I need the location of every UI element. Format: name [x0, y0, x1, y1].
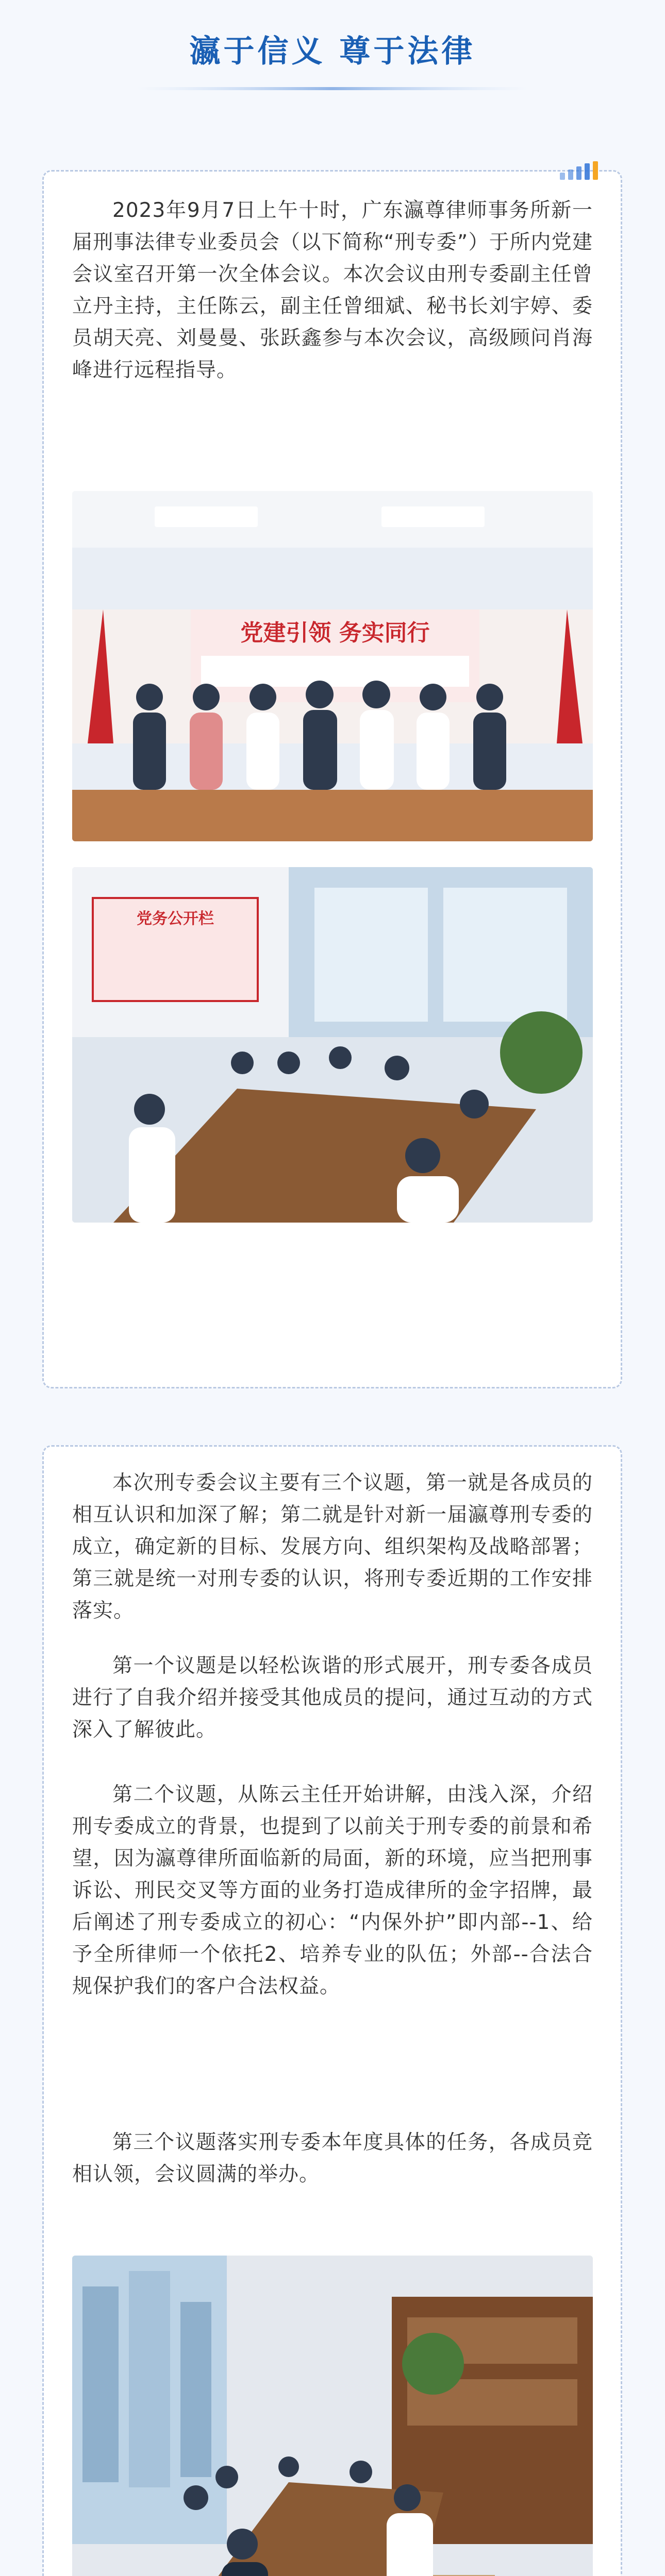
svg-text:党务公开栏: 党务公开栏 [137, 910, 214, 928]
topic-one-paragraph: 第一个议题是以轻松诙谐的形式展开，刑专委各成员进行了自我介绍并接受其他成员的提问，通过互动的方式深入了解彼此。 [72, 1654, 593, 1741]
page-title: 瀛于信义 尊于法律 [189, 33, 476, 70]
group-photo [72, 491, 593, 841]
agenda-paragraph: 本次刑专委会议主要有三个议题，第一就是各成员的相互认识和加深了解；第二就是针对新一届瀛尊刑专委的成立，确定新的目标、发展方向、组织架构及战略部署；第三就是统一对刑专委的认识，将刑专委近期的工作安排落实。 [72, 1471, 593, 1622]
section-card-1 [42, 170, 622, 1388]
meeting-photo [72, 867, 593, 1223]
meeting-room-photo [72, 2256, 593, 2576]
svg-text:党建引领 务实同行: 党建引领 务实同行 [240, 620, 430, 646]
section-card-2 [42, 1445, 622, 2576]
topic-three-paragraph: 第三个议题落实刑专委本年度具体的任务，各成员竞相认领，会议圆满的举办。 [72, 2131, 593, 2186]
stripes-decoration [560, 161, 606, 180]
header [31, 21, 634, 103]
topic-two-paragraph: 第二个议题，从陈云主任开始讲解，由浅入深，介绍刑专委成立的背景，也提到了以前关于刑专委的前景和希望，因为瀛尊律所面临新的局面，新的环境，应当把刑事诉讼、刑民交叉等方面的业务打造成律所的金字招牌，最后阐述了刑专委成立的初心：“内保外护”即内部--1、给予全所律师一个依托2、培养专业的队伍；外部--合法合规保护我们的客户合法权益。 [72, 1783, 593, 1998]
title-underline-decoration [137, 80, 528, 97]
intro-paragraph: 2023年9月7日上午十时，广东瀛尊律师事务所新一届刑事法律专业委员会（以下简称“刑专委”）于所内党建会议室召开第一次全体会议。本次会议由刑专委副主任曾立丹主持，主任陈云，副主任曾细斌、秘书长刘宇婷、委员胡天亮、刘曼曼、张跃鑫参与本次会议，高级顾问肖海峰进行远程指导。 [72, 199, 593, 382]
